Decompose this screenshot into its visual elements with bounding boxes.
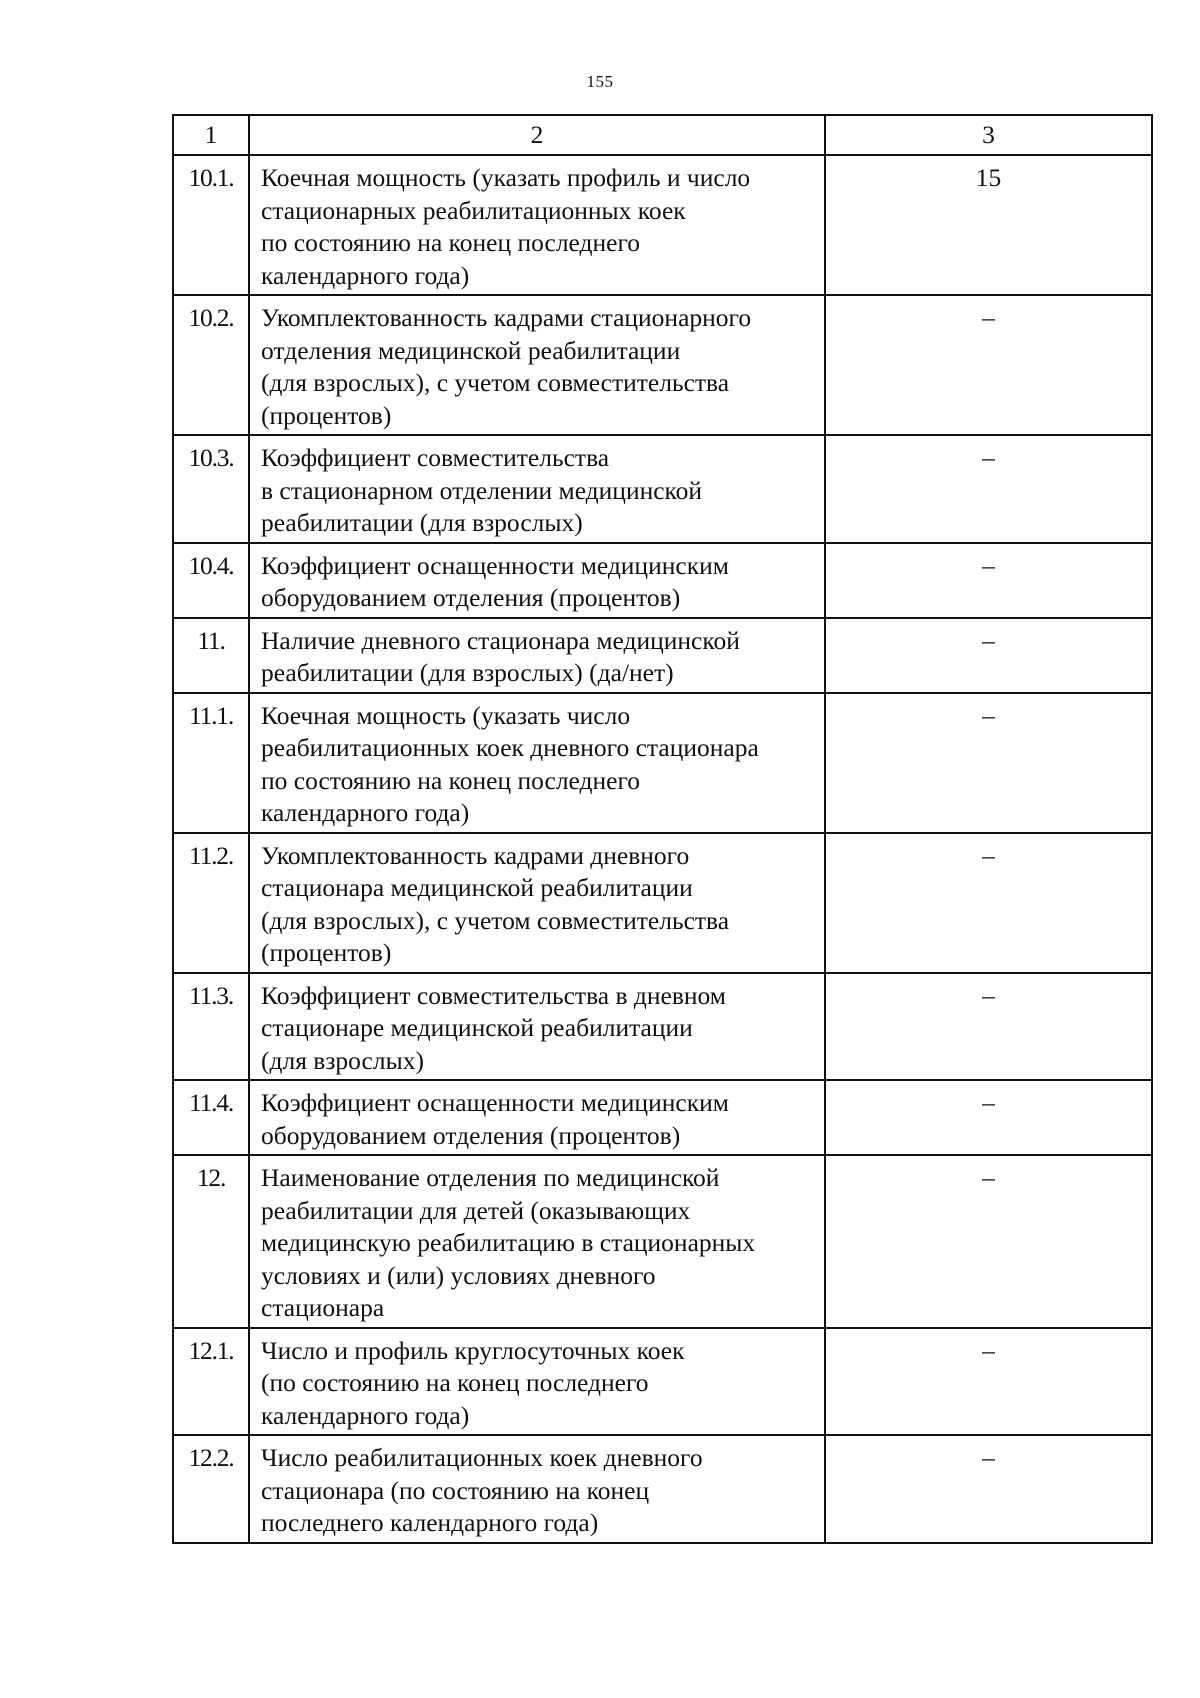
row-description: Укомплектованность кадрами дневного стационара медицинской реабилитации (для взрослых), с учетом совместительства (процентов) [249, 833, 825, 973]
row-value: – [825, 618, 1152, 693]
header-cell-3: 3 [825, 115, 1152, 155]
header-cell-2: 2 [249, 115, 825, 155]
page-number: 155 [586, 72, 614, 91]
row-number: 12.1. [173, 1328, 249, 1436]
table-header-row [173, 115, 1152, 155]
row-description: Коечная мощность (указать профиль и число стационарных реабилитационных коек по состоянию на конец последнего календарного года) [249, 155, 825, 295]
table-row [173, 1080, 1152, 1155]
table-row [173, 973, 1152, 1081]
row-number: 10.1. [173, 155, 249, 295]
row-value: – [825, 1155, 1152, 1328]
table-row [173, 1328, 1152, 1436]
row-number: 10.2. [173, 295, 249, 435]
table-row [173, 1435, 1152, 1543]
row-number: 11. [173, 618, 249, 693]
row-number: 12.2. [173, 1435, 249, 1543]
table-row [173, 155, 1152, 295]
row-value: – [825, 435, 1152, 543]
row-value: – [825, 973, 1152, 1081]
row-number: 11.4. [173, 1080, 249, 1155]
row-value: – [825, 1328, 1152, 1436]
row-number: 10.3. [173, 435, 249, 543]
row-description: Число реабилитационных коек дневного стационара (по состоянию на конец последнего календарного года) [249, 1435, 825, 1543]
row-description: Наличие дневного стационара медицинской реабилитации (для взрослых) (да/нет) [249, 618, 825, 693]
row-description: Число и профиль круглосуточных коек (по состоянию на конец последнего календарного года) [249, 1328, 825, 1436]
row-description: Наименование отделения по медицинской реабилитации для детей (оказывающих медицинскую реабилитацию в стационарных условиях и (или) условиях дневного стационара [249, 1155, 825, 1328]
row-number: 10.4. [173, 543, 249, 618]
row-value: – [825, 543, 1152, 618]
row-value: 15 [825, 155, 1152, 295]
row-value: – [825, 1435, 1152, 1543]
row-description: Коэффициент совместительства в стационарном отделении медицинской реабилитации (для взрослых) [249, 435, 825, 543]
table-row [173, 618, 1152, 693]
row-number: 11.3. [173, 973, 249, 1081]
row-number: 11.2. [173, 833, 249, 973]
table-row [173, 295, 1152, 435]
row-description: Коэффициент оснащенности медицинским оборудованием отделения (процентов) [249, 543, 825, 618]
row-value: – [825, 1080, 1152, 1155]
table-row [173, 1155, 1152, 1328]
header-cell-1: 1 [173, 115, 249, 155]
row-description: Коечная мощность (указать число реабилитационных коек дневного стационара по состоянию на конец последнего календарного года) [249, 693, 825, 833]
row-description: Коэффициент оснащенности медицинским оборудованием отделения (процентов) [249, 1080, 825, 1155]
table-row [173, 833, 1152, 973]
row-number: 12. [173, 1155, 249, 1328]
row-description: Коэффициент совместительства в дневном стационаре медицинской реабилитации (для взрослых) [249, 973, 825, 1081]
data-table [172, 114, 1153, 1544]
table-row [173, 435, 1152, 543]
table-row [173, 693, 1152, 833]
row-value: – [825, 833, 1152, 973]
table-row [173, 543, 1152, 618]
row-value: – [825, 295, 1152, 435]
row-number: 11.1. [173, 693, 249, 833]
row-description: Укомплектованность кадрами стационарного отделения медицинской реабилитации (для взрослых), с учетом совместительства (процентов) [249, 295, 825, 435]
row-value: – [825, 693, 1152, 833]
